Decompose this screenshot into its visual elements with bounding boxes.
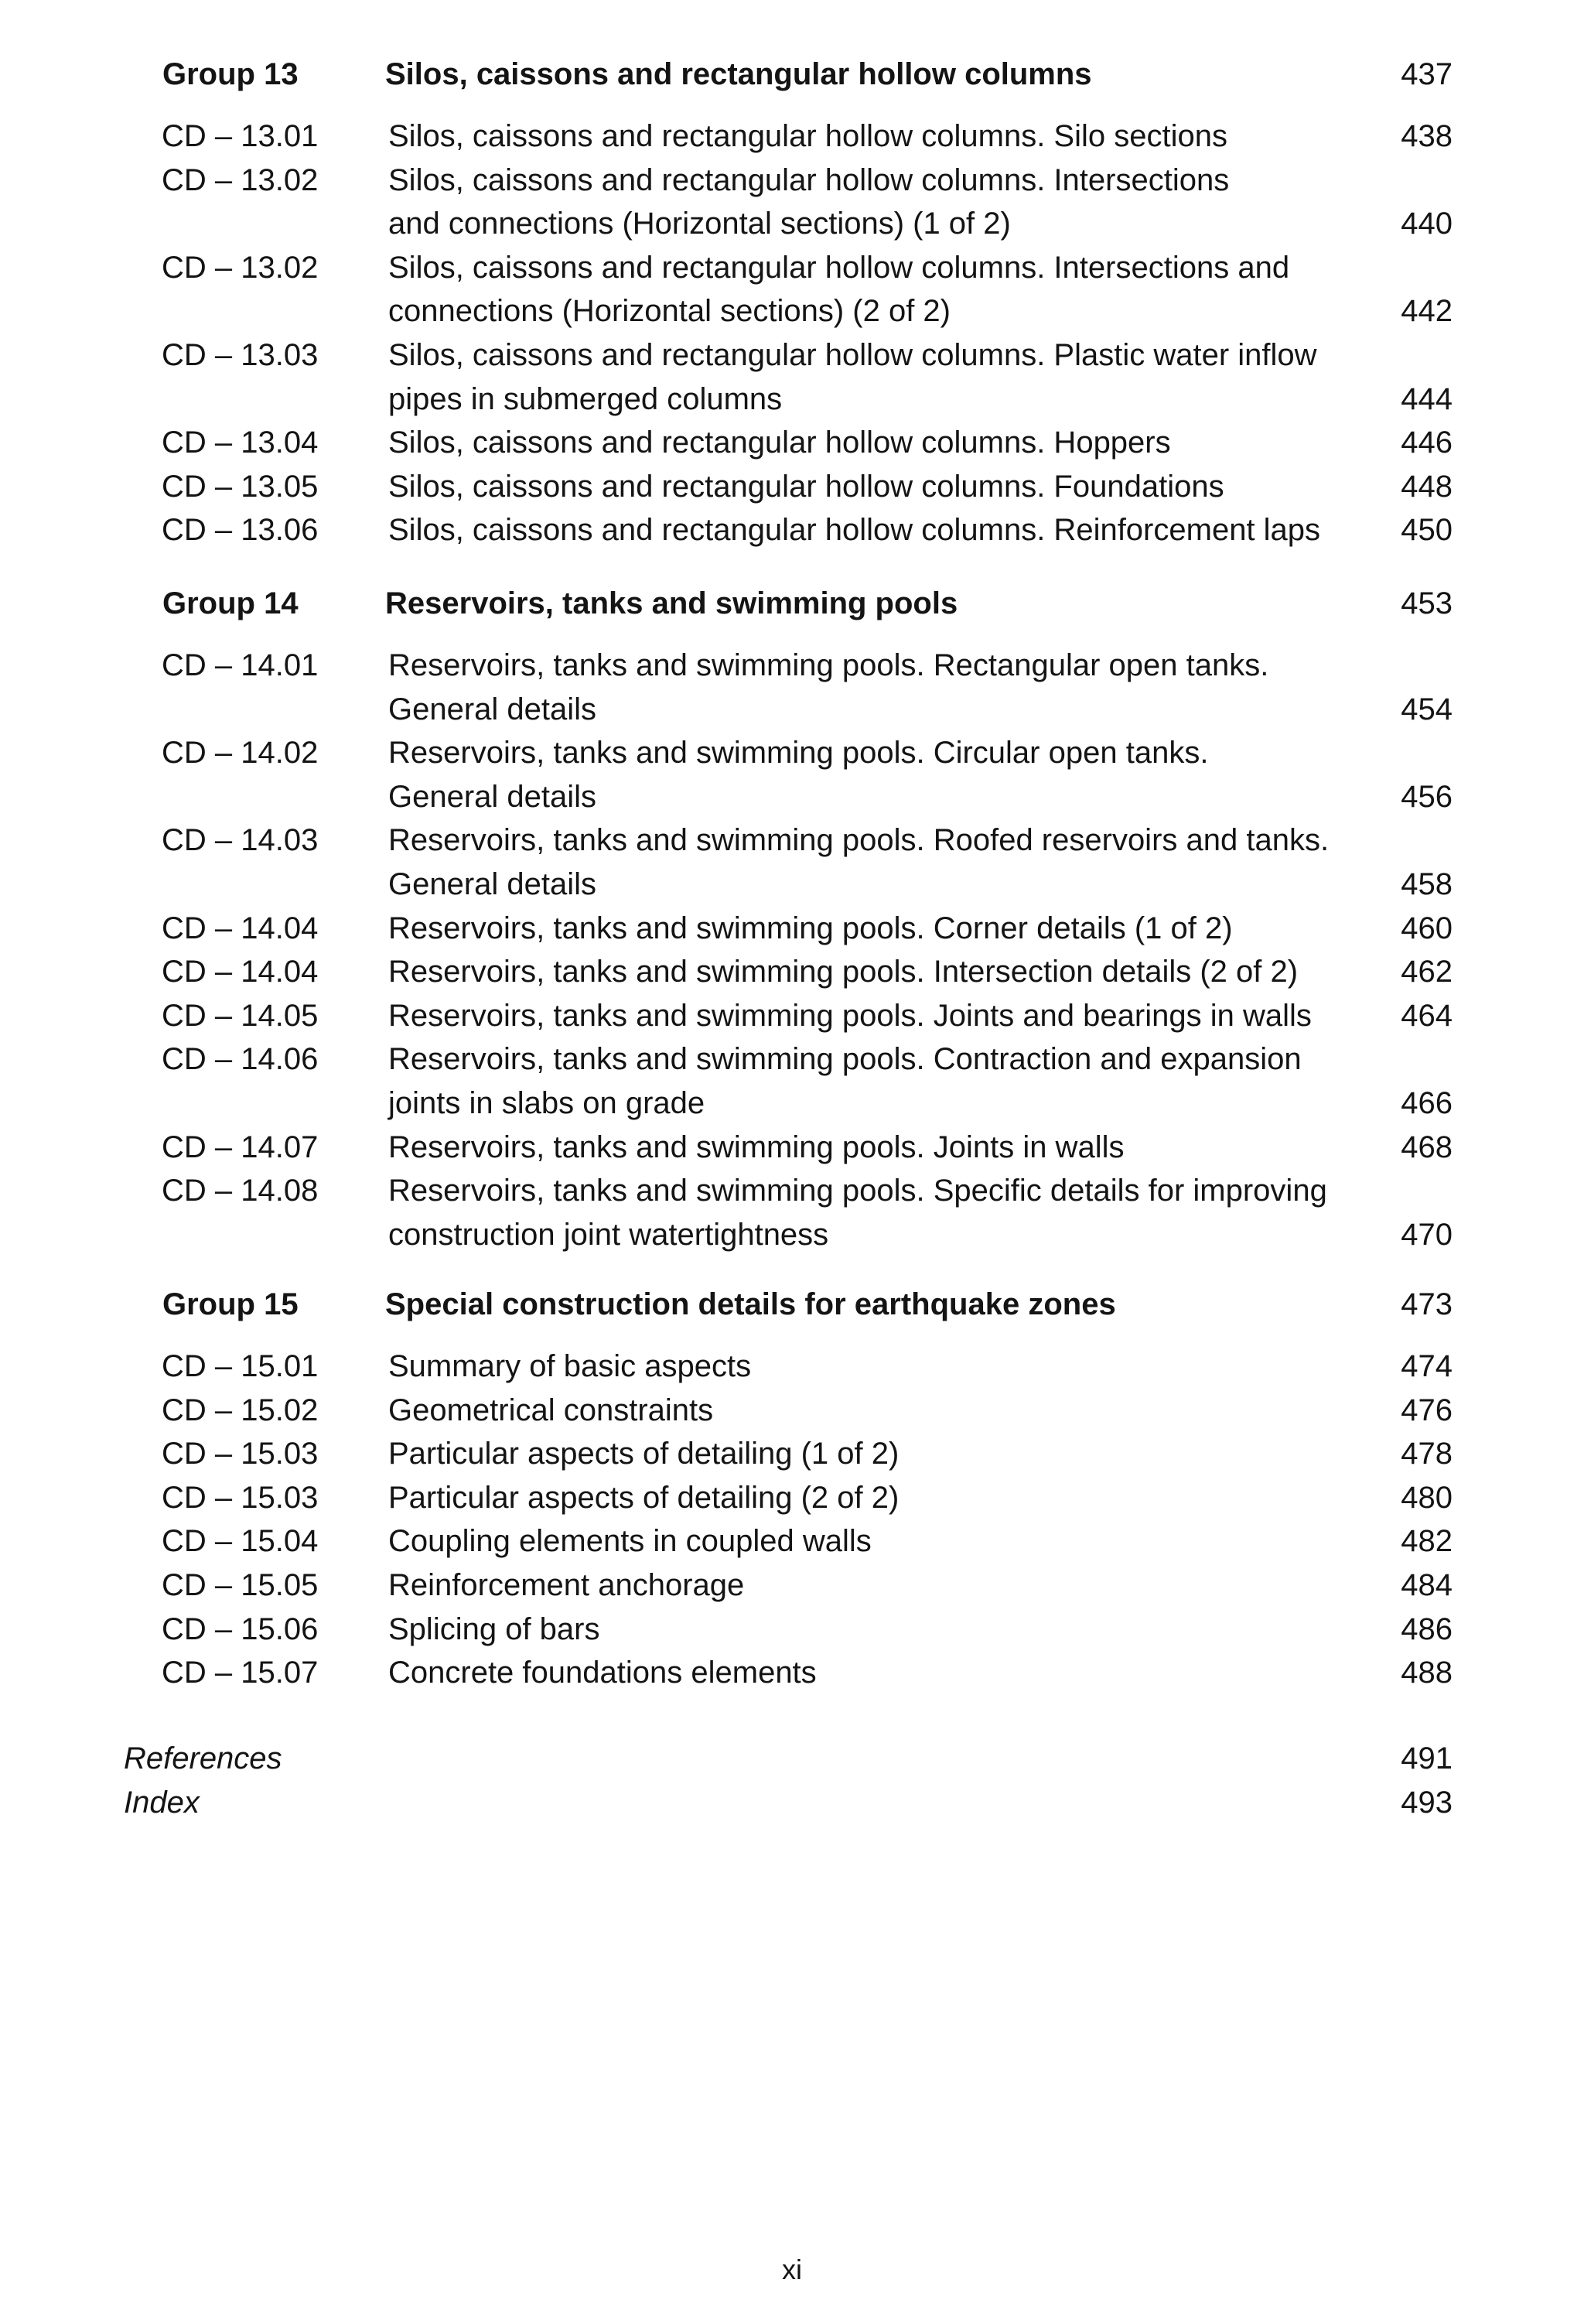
entry-title: Reservoirs, tanks and swimming pools. Joints and bearings in walls (388, 998, 1312, 1033)
entry-title: Silos, caissons and rectangular hollow columns. Foundations (388, 469, 1224, 504)
entry-title: connections (Horizontal sections) (2 of 2) (388, 294, 951, 329)
toc-entry-line[interactable] (0, 950, 1584, 993)
toc-entry-line[interactable] (0, 114, 1584, 158)
page-number: 453 (1401, 586, 1453, 620)
entry-code: CD – 14.08 (162, 1174, 319, 1208)
toc-entry-line[interactable] (0, 1213, 1584, 1256)
group-code: Group 13 (162, 57, 299, 91)
entry-title: Splicing of bars (388, 1611, 600, 1646)
page-number: 493 (1401, 1785, 1453, 1820)
entry-title: and connections (Horizontal sections) (1 of 2) (388, 207, 1011, 241)
page-number: 486 (1401, 1611, 1453, 1646)
toc-entry-line[interactable] (0, 378, 1584, 421)
entry-title: General details (388, 692, 597, 726)
entry-title: Reservoirs, tanks and swimming pools. Corner details (1 of 2) (388, 911, 1233, 945)
entry-code: CD – 15.01 (162, 1349, 319, 1383)
toc-entry-line[interactable] (0, 994, 1584, 1037)
entry-code: CD – 13.06 (162, 513, 319, 548)
entry-title: Reservoirs, tanks and swimming pools. Intersection details (2 of 2) (388, 955, 1299, 989)
page-number: 488 (1401, 1656, 1453, 1690)
group-heading[interactable] (0, 53, 1584, 96)
entry-title: Concrete foundations elements (388, 1656, 817, 1690)
toc-entry-line[interactable] (0, 1519, 1584, 1563)
page-number: 464 (1401, 998, 1453, 1033)
group-code: Group 14 (162, 586, 299, 620)
page-number: 450 (1401, 513, 1453, 548)
back-matter-label: References (124, 1741, 282, 1775)
entry-code: CD – 15.05 (162, 1568, 319, 1602)
toc-entry-line[interactable] (0, 731, 1584, 774)
entry-code: CD – 13.05 (162, 469, 319, 504)
toc-entry-line[interactable] (0, 1389, 1584, 1432)
entry-code: CD – 14.01 (162, 648, 319, 682)
toc-entry-line[interactable] (0, 1476, 1584, 1519)
back-matter-entry[interactable] (0, 1781, 1584, 1824)
toc-entry-line[interactable] (0, 1432, 1584, 1475)
entry-code: CD – 14.06 (162, 1042, 319, 1077)
toc-entry-line[interactable] (0, 246, 1584, 289)
toc-entry-line[interactable] (0, 1608, 1584, 1651)
group-title: Special construction details for earthquake zones (385, 1287, 1116, 1321)
entry-code: CD – 15.02 (162, 1393, 319, 1427)
toc-entry-line[interactable] (0, 1082, 1584, 1125)
entry-title: Reservoirs, tanks and swimming pools. Rectangular open tanks. (388, 648, 1269, 682)
entry-code: CD – 13.02 (162, 162, 319, 197)
group-title: Reservoirs, tanks and swimming pools (385, 586, 958, 620)
group-heading[interactable] (0, 582, 1584, 625)
toc-entry-line[interactable] (0, 775, 1584, 819)
toc-entry-line[interactable] (0, 465, 1584, 508)
entry-title: construction joint watertightness (388, 1217, 829, 1252)
toc-entry-line[interactable] (0, 159, 1584, 202)
page-number: 440 (1401, 207, 1453, 241)
entry-title: Particular aspects of detailing (1 of 2) (388, 1437, 900, 1471)
page-number: 446 (1401, 425, 1453, 460)
entry-code: CD – 13.04 (162, 425, 319, 460)
entry-code: CD – 15.06 (162, 1611, 319, 1646)
toc-entry-line[interactable] (0, 863, 1584, 906)
back-matter-entry[interactable] (0, 1737, 1584, 1780)
toc-entry-line[interactable] (0, 333, 1584, 377)
page-number: 462 (1401, 955, 1453, 989)
toc-entry-line[interactable] (0, 1169, 1584, 1212)
entry-code: CD – 13.03 (162, 338, 319, 372)
page-folio: xi (782, 2254, 802, 2285)
entry-code: CD – 15.03 (162, 1480, 319, 1515)
page-number: 444 (1401, 381, 1453, 416)
entry-code: CD – 15.07 (162, 1656, 319, 1690)
entry-title: General details (388, 867, 597, 901)
toc-entry-line[interactable] (0, 644, 1584, 687)
toc-entry-line[interactable] (0, 819, 1584, 862)
entry-title: joints in slabs on grade (388, 1086, 705, 1120)
entry-title: Reinforcement anchorage (388, 1568, 745, 1602)
back-matter-label: Index (124, 1785, 200, 1820)
toc-entry-line[interactable] (0, 289, 1584, 333)
page-number: 482 (1401, 1524, 1453, 1559)
page-number: 456 (1401, 779, 1453, 814)
entry-title: Geometrical constraints (388, 1393, 714, 1427)
entry-code: CD – 14.04 (162, 955, 319, 989)
group-code: Group 15 (162, 1287, 299, 1321)
toc-entry-line[interactable] (0, 202, 1584, 245)
entry-title: Reservoirs, tanks and swimming pools. Joints in walls (388, 1130, 1125, 1164)
toc-entry-line[interactable] (0, 1037, 1584, 1081)
entry-title: Silos, caissons and rectangular hollow columns. Silo sections (388, 119, 1227, 153)
toc-entry-line[interactable] (0, 508, 1584, 552)
entry-title: Reservoirs, tanks and swimming pools. Circular open tanks. (388, 736, 1209, 771)
page-number: 474 (1401, 1349, 1453, 1383)
entry-title: Summary of basic aspects (388, 1349, 752, 1383)
entry-title: Reservoirs, tanks and swimming pools. Contraction and expansion (388, 1042, 1302, 1077)
page-number: 454 (1401, 692, 1453, 726)
entry-code: CD – 14.04 (162, 911, 319, 945)
page-number: 460 (1401, 911, 1453, 945)
page-number: 437 (1401, 57, 1453, 91)
page-number: 491 (1401, 1741, 1453, 1775)
entry-title: Silos, caissons and rectangular hollow columns. Plastic water inflow (388, 338, 1317, 372)
page-number: 478 (1401, 1437, 1453, 1471)
entry-title: Silos, caissons and rectangular hollow columns. Intersections (388, 162, 1230, 197)
toc-entry-line[interactable] (0, 688, 1584, 731)
entry-code: CD – 13.02 (162, 250, 319, 285)
page-number: 448 (1401, 469, 1453, 504)
entry-title: Coupling elements in coupled walls (388, 1524, 872, 1559)
entry-code: CD – 14.07 (162, 1130, 319, 1164)
entry-code: CD – 15.03 (162, 1437, 319, 1471)
entry-title: Silos, caissons and rectangular hollow columns. Intersections and (388, 250, 1290, 285)
entry-title: Silos, caissons and rectangular hollow columns. Reinforcement laps (388, 513, 1321, 548)
page-number: 470 (1401, 1217, 1453, 1252)
page-number: 438 (1401, 119, 1453, 153)
page-number: 466 (1401, 1086, 1453, 1120)
group-heading[interactable] (0, 1283, 1584, 1326)
entry-code: CD – 13.01 (162, 119, 319, 153)
page-number: 442 (1401, 294, 1453, 329)
page-number: 458 (1401, 867, 1453, 901)
entry-title: General details (388, 779, 597, 814)
page-number: 476 (1401, 1393, 1453, 1427)
group-title: Silos, caissons and rectangular hollow columns (385, 57, 1092, 91)
toc-entry-line[interactable] (0, 1564, 1584, 1607)
entry-code: CD – 14.03 (162, 823, 319, 858)
toc-entry-line[interactable] (0, 1345, 1584, 1388)
page-number: 468 (1401, 1130, 1453, 1164)
page-number: 473 (1401, 1287, 1453, 1321)
toc-entry-line[interactable] (0, 1126, 1584, 1169)
toc-entry-line[interactable] (0, 907, 1584, 950)
page-number: 484 (1401, 1568, 1453, 1602)
entry-title: Reservoirs, tanks and swimming pools. Roofed reservoirs and tanks. (388, 823, 1330, 858)
entry-title: Silos, caissons and rectangular hollow columns. Hoppers (388, 425, 1171, 460)
toc-entry-line[interactable] (0, 421, 1584, 464)
page-number: 480 (1401, 1480, 1453, 1515)
entry-code: CD – 14.02 (162, 736, 319, 771)
toc-entry-line[interactable] (0, 1651, 1584, 1694)
entry-code: CD – 14.05 (162, 998, 319, 1033)
entry-title: Particular aspects of detailing (2 of 2) (388, 1480, 900, 1515)
entry-title: pipes in submerged columns (388, 381, 783, 416)
entry-title: Reservoirs, tanks and swimming pools. Specific details for improving (388, 1174, 1327, 1208)
entry-code: CD – 15.04 (162, 1524, 319, 1559)
